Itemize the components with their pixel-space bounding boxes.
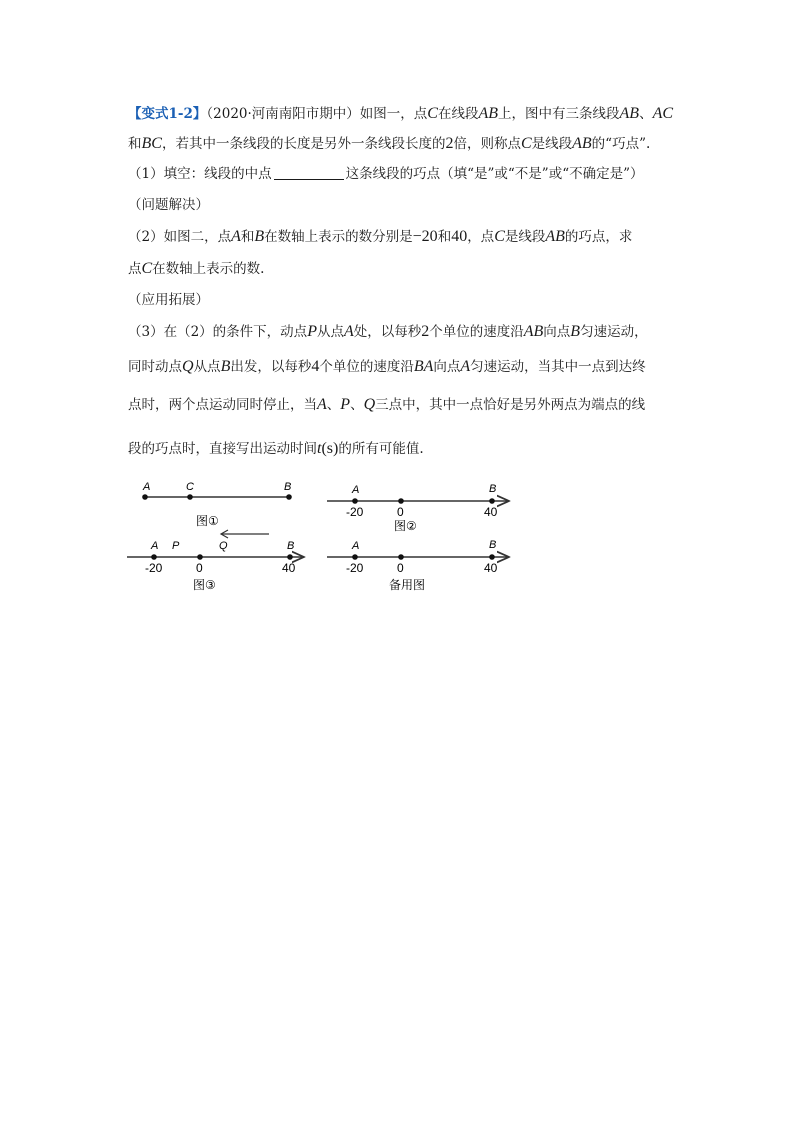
point-b (489, 498, 495, 504)
label-b: B (489, 483, 497, 495)
point-origin (398, 498, 404, 504)
figure-1-segment (142, 481, 292, 528)
spare-figure-number-line (327, 539, 509, 592)
label-b: B (287, 540, 295, 552)
label-a: A (352, 484, 360, 496)
tick-neg20: -20 (346, 561, 364, 575)
point-b (489, 554, 495, 560)
label-c: C (186, 481, 194, 493)
tick-neg20: -20 (145, 561, 163, 575)
problem-line-1: 【变式1-2】（2020·河南南阳市期中）如图一，点C在线段AB上，图中有三条线段AB、AC (128, 105, 674, 122)
question-3-line-2: 同时动点Q从点B出发，以每秒4个单位的速度沿BA向点A匀速运动，当其中一点到达终 (128, 358, 646, 375)
point-b (286, 494, 292, 500)
figure-1-caption: 图① (196, 514, 219, 528)
point-b (287, 554, 293, 560)
tick-40: 40 (484, 561, 498, 575)
problem-source: （2020·河南南阳市期中） (206, 106, 360, 122)
problem-tag: 【变式1-2】 (128, 106, 207, 122)
question-3-line-4: 段的巧点时，直接写出运动时间t(s)的所有可能值. (128, 440, 424, 457)
label-a: A (352, 540, 360, 552)
point-origin (398, 554, 404, 560)
figure-3-number-line (127, 530, 304, 592)
label-b: B (489, 539, 497, 551)
label-a: A (143, 481, 151, 493)
tick-0: 0 (397, 505, 404, 519)
figure-2-number-line (327, 483, 509, 533)
point-c (187, 494, 193, 500)
point-a (142, 494, 148, 500)
question-1: （1）填空：线段的中点 这条线段的巧点（填“是”或“不是”或“不确定是”） (128, 166, 644, 182)
section-heading-solve: （问题解决） (128, 197, 209, 213)
tick-40: 40 (484, 505, 498, 519)
tick-0: 0 (196, 561, 203, 575)
tick-40: 40 (282, 561, 296, 575)
label-q: Q (219, 540, 228, 552)
question-3: （3）在（2）的条件下，动点P从点A处，以每秒2个单位的速度沿AB向点B匀速运动， (128, 323, 648, 340)
point-a (352, 554, 358, 560)
tick-neg20: -20 (346, 505, 364, 519)
point-a (151, 554, 157, 560)
question-3-line-3: 点时，两个点运动同时停止，当A、P、Q三点中，其中一点恰好是另外两点为端点的线 (128, 396, 646, 413)
label-b: B (284, 481, 292, 493)
point-origin (197, 554, 203, 560)
section-heading-extend: （应用拓展） (128, 292, 209, 308)
problem-line-2: 和BC，若其中一条线段的长度是另外一条线段长度的2倍，则称点C是线段AB的“巧点”. (128, 135, 651, 152)
spare-figure-caption: 备用图 (389, 578, 426, 592)
point-a (352, 498, 358, 504)
question-2: （2）如图二，点A和B在数轴上表示的数分别是−20和40，点C是线段AB的巧点，求 (128, 228, 633, 245)
question-2-line-2: 点C在数轴上表示的数. (128, 260, 265, 277)
label-p: P (172, 540, 180, 552)
tick-0: 0 (397, 561, 404, 575)
figure-3-caption: 图③ (193, 578, 216, 592)
figure-2-caption: 图② (394, 519, 417, 533)
label-a: A (151, 540, 159, 552)
